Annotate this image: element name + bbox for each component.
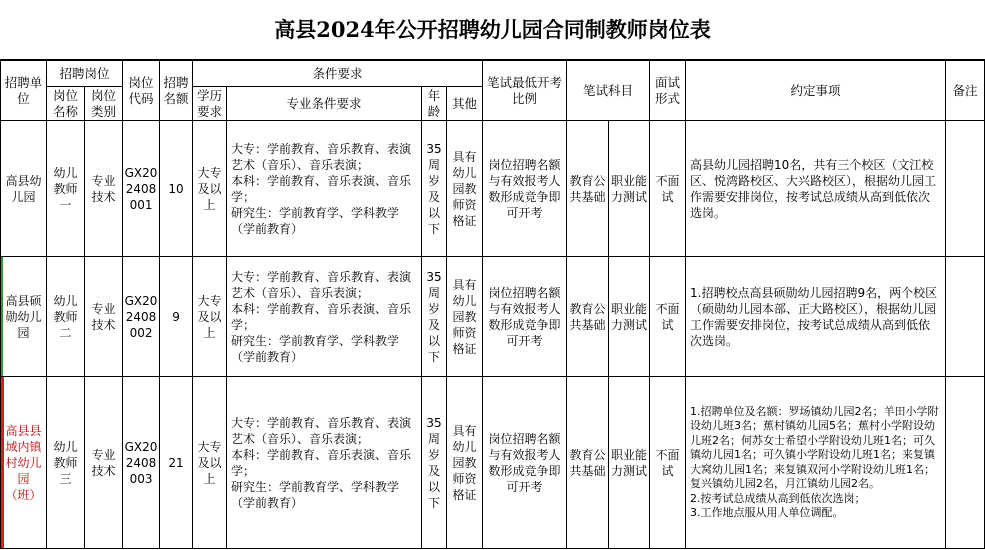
header-notes: 约定事项 [686,61,946,121]
cell-unit: 高县幼儿园 [1,121,47,257]
cell-ratio: 岗位招聘名额与有效报考人数形成竞争即可开考 [483,121,567,257]
cell-post-name: 幼儿教师三 [47,377,85,549]
header-other: 其他 [447,87,483,121]
cell-subject-1: 教育公共基础 [567,121,609,257]
cell-quota: 9 [160,257,193,377]
table-row [1,377,985,549]
cell-notes: 高县幼儿园招聘10名，共有三个校区（文江校区、悦湾路校区、大兴路校区），根据幼儿园工作需要安排岗位，按考试总成绩从高到低依次选岗。 [686,121,946,257]
cell-subject-2: 职业能力测试 [609,121,650,257]
header-major: 专业条件要求 [227,87,422,121]
cell-quota: 21 [160,377,193,549]
page-title: 高县2024年公开招聘幼儿园合同制教师岗位表 [0,0,985,60]
cell-remark [946,257,985,377]
cell-education: 大专及以上 [193,377,227,549]
cell-subject-1: 教育公共基础 [567,377,609,549]
cell-age: 35周岁及以下 [422,121,447,257]
cell-unit: 高县硕勋幼儿园 [1,257,47,377]
cell-post-name: 幼儿教师二 [47,257,85,377]
cell-age: 35周岁及以下 [422,257,447,377]
header-ratio: 笔试最低开考比例 [483,61,567,121]
cell-subject-2: 职业能力测试 [609,257,650,377]
cell-age: 35周岁及以下 [422,377,447,549]
cell-post-code: GX202408003 [123,377,160,549]
cell-post-code: GX202408002 [123,257,160,377]
cell-other: 具有幼儿园教师资格证 [447,121,483,257]
table-row [1,121,985,257]
header-age: 年龄 [422,87,447,121]
cell-post-type: 专业技术 [85,377,123,549]
header-conditions: 条件要求 [193,61,483,87]
cell-other: 具有幼儿园教师资格证 [447,377,483,549]
cell-notes: 1.招聘单位及名额：罗场镇幼儿园2名；羊田小学附设幼儿班3名；蕉村镇幼儿园5名；蕉村小学附设幼儿班2名；何苏女士希望小学附设幼儿班1名；可久镇幼儿园1名；可久镇小学附设幼儿班1名；来复镇大窝幼儿园1名；来复镇双河小学附设幼儿班1名；复兴镇幼儿园2名，月江镇幼儿园2名。 2.按考试总成绩从高到低依次选岗； 3.工作地点服从用人单位调配。 [686,377,946,549]
cell-remark [946,121,985,257]
header-education: 学历要求 [193,87,227,121]
cell-major: 大专：学前教育、音乐教育、表演艺术（音乐）、音乐表演； 本科：学前教育、音乐表演、音乐学； 研究生：学前教育学、学科教学（学前教育） [227,377,422,549]
header-unit: 招聘单位 [1,61,47,121]
cell-major: 大专：学前教育、音乐教育、表演艺术（音乐）、音乐表演； 本科：学前教育、音乐表演、音乐学； 研究生：学前教育学、学科教学（学前教育） [227,121,422,257]
cell-remark [946,377,985,549]
cell-other: 具有幼儿园教师资格证 [447,257,483,377]
header-remark: 备注 [946,61,985,121]
header-subjects: 笔试科目 [567,61,650,121]
cell-major: 大专：学前教育、音乐教育、表演艺术（音乐）、音乐表演； 本科：学前教育、音乐表演、音乐学； 研究生：学前教育学、学科教学（学前教育） [227,257,422,377]
cell-ratio: 岗位招聘名额与有效报考人数形成竞争即可开考 [483,377,567,549]
cell-interview: 不面试 [650,377,686,549]
cell-post-type: 专业技术 [85,257,123,377]
header-post-name: 岗位名称 [47,87,85,121]
header-post-type: 岗位类别 [85,87,123,121]
cell-interview: 不面试 [650,121,686,257]
header-quota: 招聘名额 [160,61,193,121]
cell-quota: 10 [160,121,193,257]
cell-post-code: GX202408001 [123,121,160,257]
table-row [1,257,985,377]
job-position-table [0,60,985,549]
header-row-1 [1,61,985,87]
cell-notes: 1.招聘校点高县硕勋幼儿园招聘9名，两个校区（硕勋幼儿园本部、正大路校区），根据幼儿园工作需要安排岗位，按考试总成绩从高到低依次选岗。 [686,257,946,377]
cell-subject-2: 职业能力测试 [609,377,650,549]
cell-post-type: 专业技术 [85,121,123,257]
header-post-group: 招聘岗位 [47,61,123,87]
header-post-code: 岗位代码 [123,61,160,121]
cell-unit: 高县县域内镇村幼儿园（班） [1,377,47,549]
cell-post-name: 幼儿教师一 [47,121,85,257]
cell-ratio: 岗位招聘名额与有效报考人数形成竞争即可开考 [483,257,567,377]
header-interview: 面试形式 [650,61,686,121]
cell-education: 大专及以上 [193,257,227,377]
cell-subject-1: 教育公共基础 [567,257,609,377]
cell-education: 大专及以上 [193,121,227,257]
cell-interview: 不面试 [650,257,686,377]
